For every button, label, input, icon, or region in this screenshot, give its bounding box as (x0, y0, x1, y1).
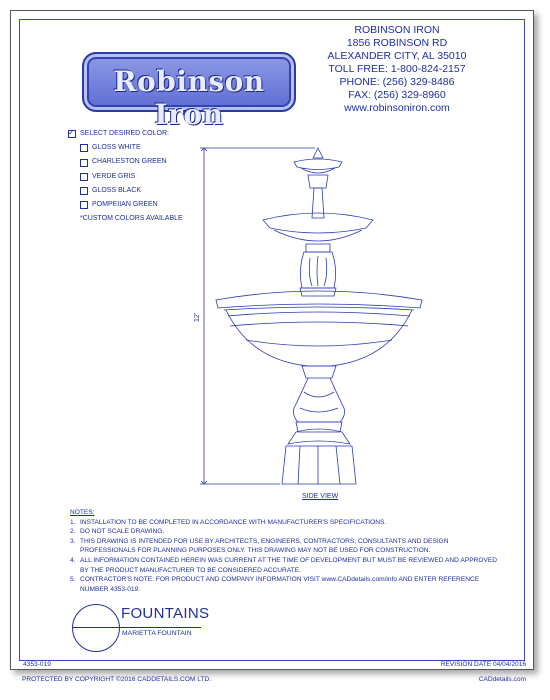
pedestal-body (294, 378, 345, 422)
color-option[interactable] (80, 155, 183, 169)
logo-text: Robinson Iron (113, 65, 265, 131)
color-selection (68, 127, 183, 226)
company-name: ROBINSON IRON (354, 24, 440, 36)
color-option[interactable] (80, 170, 183, 184)
note-item: 2. DO NOT SCALE DRAWING. (70, 528, 165, 536)
company-fax: FAX: (256) 329-8960 (348, 89, 446, 101)
color-option-label: GLOSS WHITE (92, 144, 141, 152)
fountain-base (282, 446, 356, 484)
note-item: 4. ALL INFORMATION CONTAINED HEREIN WAS CURRENT AT THE TIME OF DEVELOPMENT BUT MUST BE REVIEWED AND APPROVED BY THE PRODUCT MANUFACTURER TO BE CONSIDERED ACCURATE. (70, 556, 498, 574)
finial (313, 148, 323, 158)
category-circle-icon (72, 604, 120, 652)
color-selection-label: SELECT DESIRED COLOR: (80, 130, 169, 137)
middle-bowl (263, 213, 373, 233)
company-toll-free: TOLL FREE: 1-800-824-2157 (328, 63, 466, 75)
note-item: 5. CONTRACTOR'S NOTE: FOR PRODUCT AND COMPANY INFORMATION VISIT www.CADdetails.com/info AND ENTER REFERENCE NUMBER 4353-019. (70, 576, 480, 593)
color-option[interactable] (80, 198, 183, 212)
checkbox-icon[interactable] (80, 144, 88, 152)
category-subtitle: MARIETTA FOUNTAIN (122, 630, 192, 637)
color-option[interactable] (80, 141, 183, 155)
color-selection-title (68, 127, 183, 141)
custom-colors-note: *CUSTOM COLORS AVAILABLE (80, 215, 183, 223)
pedestal-collar (302, 366, 336, 378)
checkbox-icon[interactable] (80, 159, 88, 167)
reference-number: 4353-019 (23, 661, 51, 668)
color-option-label: POMPEIIAN GREEN (92, 201, 158, 209)
color-option[interactable] (80, 184, 183, 198)
company-address: 1856 ROBINSON RD (346, 37, 448, 49)
company-logo (82, 52, 296, 131)
checkbox-icon[interactable] (80, 201, 88, 209)
fountain-side-view-drawing (190, 140, 450, 492)
dimension-label: 12' (194, 312, 201, 322)
category-divider (72, 627, 201, 628)
category-title: FOUNTAINS (121, 605, 210, 622)
color-option-label: VERDE GRIS (92, 172, 136, 180)
top-stem (308, 175, 328, 188)
revision-date: REVISION DATE 04/04/2016 (440, 661, 526, 668)
caddetails-link[interactable]: CADdetails.com (478, 676, 526, 683)
color-option-label: GLOSS BLACK (92, 186, 142, 194)
checkbox-icon[interactable] (80, 187, 88, 195)
large-basin-rim (216, 291, 422, 308)
notes-section (70, 508, 500, 594)
copyright-notice: PROTECTED BY COPYRIGHT ©2016 CADDETAILS.COM LTD. (22, 676, 212, 683)
note-item: 3. THIS DRAWING IS INTENDED FOR USE BY ARCHITECTS, ENGINEERS, CONTRACTORS, CONSULTANTS AND DESIGN PROFESSIONALS FOR PLANNING PURPOSES ONLY. THIS DRAWING MAY NOT BE USED FOR CONSTRUCTION. (70, 537, 449, 555)
notes-title: NOTES: (70, 509, 95, 516)
company-phone: PHONE: (256) 329-8486 (339, 76, 455, 88)
side-view-label: SIDE VIEW (302, 493, 339, 500)
checked-box-icon (68, 130, 76, 138)
large-basin-bowl (226, 310, 412, 366)
color-option-label: CHARLESTON GREEN (92, 158, 167, 166)
company-city: ALEXANDER CITY, AL 35010 (327, 50, 467, 62)
checkbox-icon[interactable] (80, 173, 88, 181)
company-website[interactable]: www.robinsoniron.com (344, 102, 450, 114)
note-item: 1. INSTALLATION TO BE COMPLETED IN ACCORDANCE WITH MANUFACTURER'S SPECIFICATIONS. (70, 518, 387, 526)
company-info (312, 24, 482, 115)
